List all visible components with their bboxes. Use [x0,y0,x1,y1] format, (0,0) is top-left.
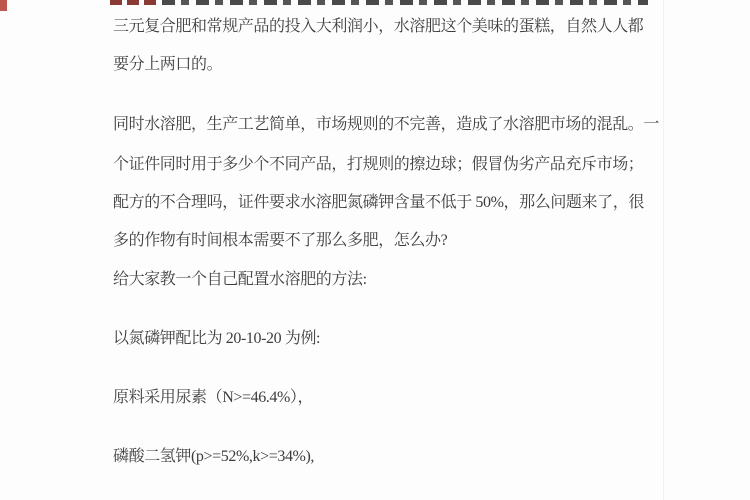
paragraph-line: 同时水溶肥，生产工艺简单，市场规则的不完善，造成了水溶肥市场的混乱。一 [113,116,660,133]
paragraph-line: 磷酸二氢钾(p>=52%,k>=34%), [113,448,315,465]
paragraph-line: 配方的不合理吗，证件要求水溶肥氮磷钾含量不低于 50%，那么问题来了，很 [113,194,644,211]
paragraph-line: 给大家教一个自己配置水溶肥的方法: [113,271,367,288]
paragraph-line: 要分上两口的。 [113,56,223,73]
paragraph-line: 多的作物有时间根本需要不了那么多肥，怎么办? [113,232,448,249]
clipped-text-line-top [110,0,648,5]
paragraph-line: 个证件同时用于多少个不同产品，打规则的擦边球；假冒伪劣产品充斥市场； [113,156,644,173]
paragraph-line: 三元复合肥和常规产品的投入大利润小，水溶肥这个美味的蛋糕，自然人人都 [113,18,644,35]
paragraph-line: 原料采用尿素（N>=46.4%）， [113,389,314,406]
clipped-text-gray-fragments [162,0,648,5]
paragraph-line: 以氮磷钾配比为 20-10-20 为例: [113,330,321,347]
clipped-red-text-remnant [0,0,7,11]
clipped-text-red-fragment [110,0,156,5]
